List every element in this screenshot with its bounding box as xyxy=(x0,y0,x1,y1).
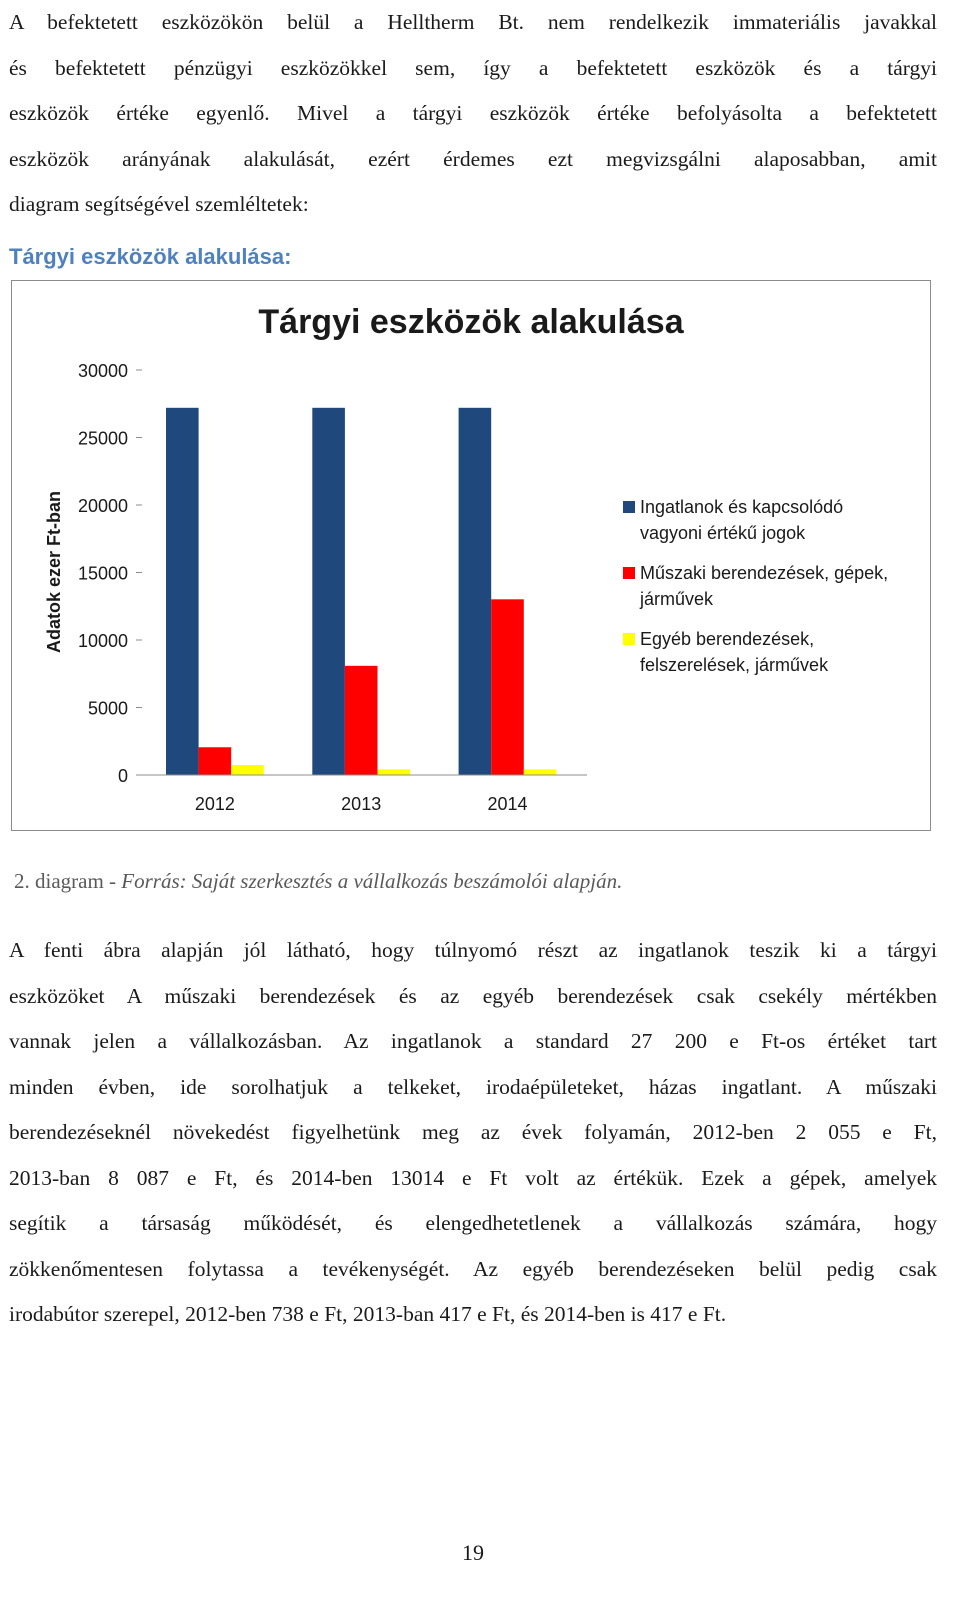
body-line: minden évben, ide sorolhatjuk a telkeket, irodaépületeket, házas ingatlant. A műszaki xyxy=(9,1074,937,1099)
x-tick-label: 2012 xyxy=(194,794,235,814)
y-tick-label: 20000 xyxy=(77,496,128,516)
caption-source: Forrás: Saját szerkesztés a vállalkozás beszámolói alapján. xyxy=(121,869,623,893)
body-line: eszközöket A műszaki berendezések és az egyéb berendezések csak csekély mértékben xyxy=(9,983,937,1008)
intro-line: eszközök értéke egyenlő. Mivel a tárgyi eszközök értéke befolyásolta a befektetett xyxy=(9,101,937,125)
y-axis-label: Adatok ezer Ft-ban xyxy=(44,490,64,654)
legend-label: Műszaki berendezések, gépek, xyxy=(640,563,889,583)
legend-swatch-series-2 xyxy=(623,567,635,579)
body-line: berendezéseknél növekedést figyelhetünk meg az évek folyamán, 2012-ben 2 055 e Ft, xyxy=(9,1120,937,1144)
intro-line: és befektetett pénzügyi eszközökkel sem, így a befektetett eszközök és a tárgyi xyxy=(9,55,937,80)
bar-2014-series-2 xyxy=(491,599,524,775)
caption-prefix: 2. diagram - xyxy=(14,869,122,893)
legend-swatch-series-1 xyxy=(623,501,635,513)
x-tick-label: 2013 xyxy=(341,794,382,814)
y-tick-label: 5000 xyxy=(87,698,128,719)
intro-paragraph xyxy=(9,0,937,228)
y-tick-label: 10000 xyxy=(77,631,128,651)
x-tick-label: 2014 xyxy=(487,794,528,814)
y-tick-label: 0 xyxy=(117,766,128,786)
bar-2012-series-2 xyxy=(199,747,232,775)
bar-2012-series-1 xyxy=(166,408,199,775)
intro-line: diagram segítségével szemléltetek: xyxy=(9,192,309,216)
page-number: 19 xyxy=(462,1540,484,1565)
analysis-paragraph xyxy=(9,928,937,1338)
intro-line: A befektetett eszközökön belül a Helltherm Bt. nem rendelkezik immateriális javakkal xyxy=(9,10,937,34)
figure-caption xyxy=(14,869,622,894)
bar-2012-series-3 xyxy=(231,765,264,775)
section-heading: Tárgyi eszközök alakulása: xyxy=(9,244,292,269)
legend-label: Ingatlanok és kapcsolódó xyxy=(640,497,844,517)
legend-label: felszerelések, járművek xyxy=(640,655,829,675)
chart-title: Tárgyi eszközök alakulása xyxy=(258,303,684,341)
bar-2013-series-3 xyxy=(378,769,411,775)
bar-2013-series-1 xyxy=(312,408,345,775)
legend-swatch-series-3 xyxy=(623,633,635,645)
body-line: vannak jelen a vállalkozásban. Az ingatlanok a standard 27 200 e Ft-os értéket tart xyxy=(9,1029,937,1053)
bar-chart xyxy=(12,281,930,830)
bar-2014-series-3 xyxy=(524,769,557,775)
body-line: 2013-ban 8 087 e Ft, és 2014-ben 13014 e Ft volt az értékük. Ezek a gépek, amelyek xyxy=(9,1165,937,1190)
y-tick-label: 15000 xyxy=(77,563,128,584)
legend-label: járművek xyxy=(640,589,714,609)
body-line: irodabútor szerepel, 2012-ben 738 e Ft, 2013-ban 417 e Ft, és 2014-ben is 417 e Ft. xyxy=(9,1302,727,1326)
legend-label: vagyoni értékű jogok xyxy=(640,523,806,543)
bar-2013-series-2 xyxy=(345,666,378,775)
intro-line: eszközök arányának alakulását, ezért érdemes ezt megvizsgálni alaposabban, amit xyxy=(9,146,937,171)
chart-container xyxy=(11,280,931,831)
bar-2014-series-1 xyxy=(459,408,492,775)
legend-label: Egyéb berendezések, xyxy=(640,629,815,649)
y-tick-label: 30000 xyxy=(77,361,128,381)
body-line: zökkenőmentesen folytassa a tevékenységét. Az egyéb berendezéseken belül pedig csak xyxy=(9,1256,937,1281)
body-line: A fenti ábra alapján jól látható, hogy túlnyomó részt az ingatlanok teszik ki a tárgyi xyxy=(9,938,937,962)
y-tick-label: 25000 xyxy=(77,428,128,449)
body-line: segítik a társaság működését, és elengedhetetlenek a vállalkozás számára, hogy xyxy=(9,1211,937,1235)
